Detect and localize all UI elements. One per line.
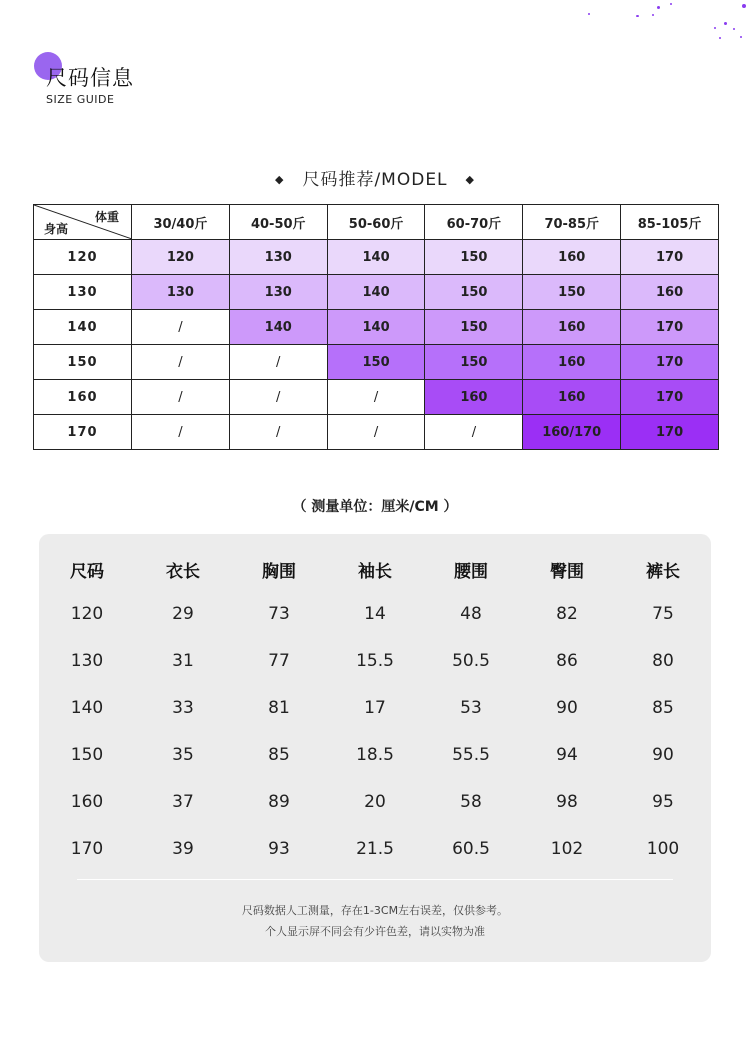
measurement-cell: 17 [364,697,386,718]
size-cell: / [425,415,523,450]
measurement-cell: 160 [70,791,104,812]
measurement-cell: 53 [460,697,482,718]
column-header-pants-length: 裤长 [646,561,680,582]
size-cell: 150 [327,345,425,380]
footnote [39,900,711,942]
size-cell: 160 [523,345,621,380]
size-cell: 170 [621,415,719,450]
size-cell: / [229,415,327,450]
measurement-cell: 100 [646,838,680,859]
measurement-cell: 73 [268,603,290,624]
measurement-cell: 120 [70,603,104,624]
size-cell: 160 [523,240,621,275]
size-cell: 120 [132,240,230,275]
size-cell: / [229,345,327,380]
table-row [39,590,711,637]
measurement-cell: 33 [172,697,194,718]
measurement-cell: 50.5 [452,650,490,671]
measurement-cell: 14 [364,603,386,624]
weight-column-header: 60-70斤 [425,205,523,240]
measurement-cell: 15.5 [356,650,394,671]
column-header-waist: 腰围 [454,561,488,582]
size-cell: 160 [425,380,523,415]
measurement-cell: 170 [70,838,104,859]
height-row-header: 160 [34,380,132,415]
weight-column-header: 70-85斤 [523,205,621,240]
size-cell: 150 [425,275,523,310]
measurement-cell: 48 [460,603,482,624]
measurement-cell: 102 [550,838,584,859]
measurement-cell: 80 [652,650,674,671]
table-row [39,684,711,731]
table-row [34,275,719,310]
page-subtitle: SIZE GUIDE [46,93,115,106]
size-cell: / [327,380,425,415]
measurement-cell: 95 [652,791,674,812]
size-cell: 170 [621,240,719,275]
measurement-cell: 90 [652,744,674,765]
size-cell: 150 [523,275,621,310]
size-cell: 150 [425,345,523,380]
size-cell: 130 [229,275,327,310]
measurement-cell: 77 [268,650,290,671]
size-cell: 160 [523,310,621,345]
divider [77,879,673,880]
measurement-cell: 90 [556,697,578,718]
size-cell: 140 [327,275,425,310]
measurement-cell: 29 [172,603,194,624]
height-row-header: 150 [34,345,132,380]
size-cell: / [229,380,327,415]
measurement-cell: 31 [172,650,194,671]
column-header-chest: 胸围 [262,561,296,582]
measurement-cell: 130 [70,650,104,671]
size-cell: 170 [621,380,719,415]
recommendation-heading-text: 尺码推荐/MODEL [302,170,448,190]
measurement-cell: 98 [556,791,578,812]
measurement-unit-note: （ 测量单位：厘米/CM ） [292,499,458,515]
size-cell: / [132,345,230,380]
measurement-cell: 85 [652,697,674,718]
size-cell: 160 [523,380,621,415]
measurement-cell: 86 [556,650,578,671]
measurement-cell: 150 [70,744,104,765]
measurement-cell: 39 [172,838,194,859]
height-row-header: 140 [34,310,132,345]
measurement-cell: 93 [268,838,290,859]
recommendation-heading [0,165,750,190]
measurement-cell: 55.5 [452,744,490,765]
measurement-cell: 35 [172,744,194,765]
footnote-line: 个人显示屏不同会有少许色差，请以实物为准 [265,925,485,938]
page-title: 尺码信息 [46,66,134,90]
size-recommendation-table [33,204,719,450]
size-measurement-table [39,548,711,872]
measurement-panel [39,534,711,962]
table-row [34,380,719,415]
size-cell: 130 [229,240,327,275]
corner-cell [34,205,132,240]
size-cell: 160/170 [523,415,621,450]
diamond-icon: ◆ [274,173,285,186]
height-label: 身高 [44,222,69,236]
size-cell: / [327,415,425,450]
weight-label: 体重 [94,210,119,224]
table-row [39,825,711,872]
footnote-line: 尺码数据人工测量，存在1-3CM左右误差，仅供参考。 [241,904,509,917]
size-cell: 150 [425,240,523,275]
measurement-cell: 18.5 [356,744,394,765]
size-cell: 170 [621,310,719,345]
measurement-cell: 81 [268,697,290,718]
height-row-header: 130 [34,275,132,310]
column-header-length: 衣长 [166,561,200,582]
table-row [34,415,719,450]
table-row [34,240,719,275]
measurement-cell: 21.5 [356,838,394,859]
table-header-row [39,548,711,590]
measurement-cell: 60.5 [452,838,490,859]
table-row [39,778,711,825]
weight-column-header: 50-60斤 [327,205,425,240]
column-header-sleeve: 袖长 [358,561,392,582]
measurement-cell: 85 [268,744,290,765]
table-row [34,310,719,345]
weight-column-header: 40-50斤 [229,205,327,240]
measurement-cell: 89 [268,791,290,812]
size-cell: 140 [229,310,327,345]
height-row-header: 120 [34,240,132,275]
measurement-cell: 37 [172,791,194,812]
size-cell: 140 [327,240,425,275]
weight-column-header: 30/40斤 [132,205,230,240]
size-cell: / [132,310,230,345]
measurement-cell: 20 [364,791,386,812]
size-cell: 170 [621,345,719,380]
table-row [39,637,711,684]
height-row-header: 170 [34,415,132,450]
measurement-cell: 94 [556,744,578,765]
diamond-icon: ◆ [465,173,476,186]
size-cell: 130 [132,275,230,310]
table-row [39,731,711,778]
table-row [34,345,719,380]
size-cell: 140 [327,310,425,345]
table-header-row [34,205,719,240]
measurement-cell: 82 [556,603,578,624]
column-header-hip: 臀围 [550,561,584,582]
size-cell: / [132,380,230,415]
column-header-size: 尺码 [70,561,104,582]
weight-column-header: 85-105斤 [621,205,719,240]
size-cell: / [132,415,230,450]
size-cell: 150 [425,310,523,345]
measurement-cell: 140 [70,697,104,718]
size-cell: 160 [621,275,719,310]
measurement-cell: 58 [460,791,482,812]
measurement-cell: 75 [652,603,674,624]
